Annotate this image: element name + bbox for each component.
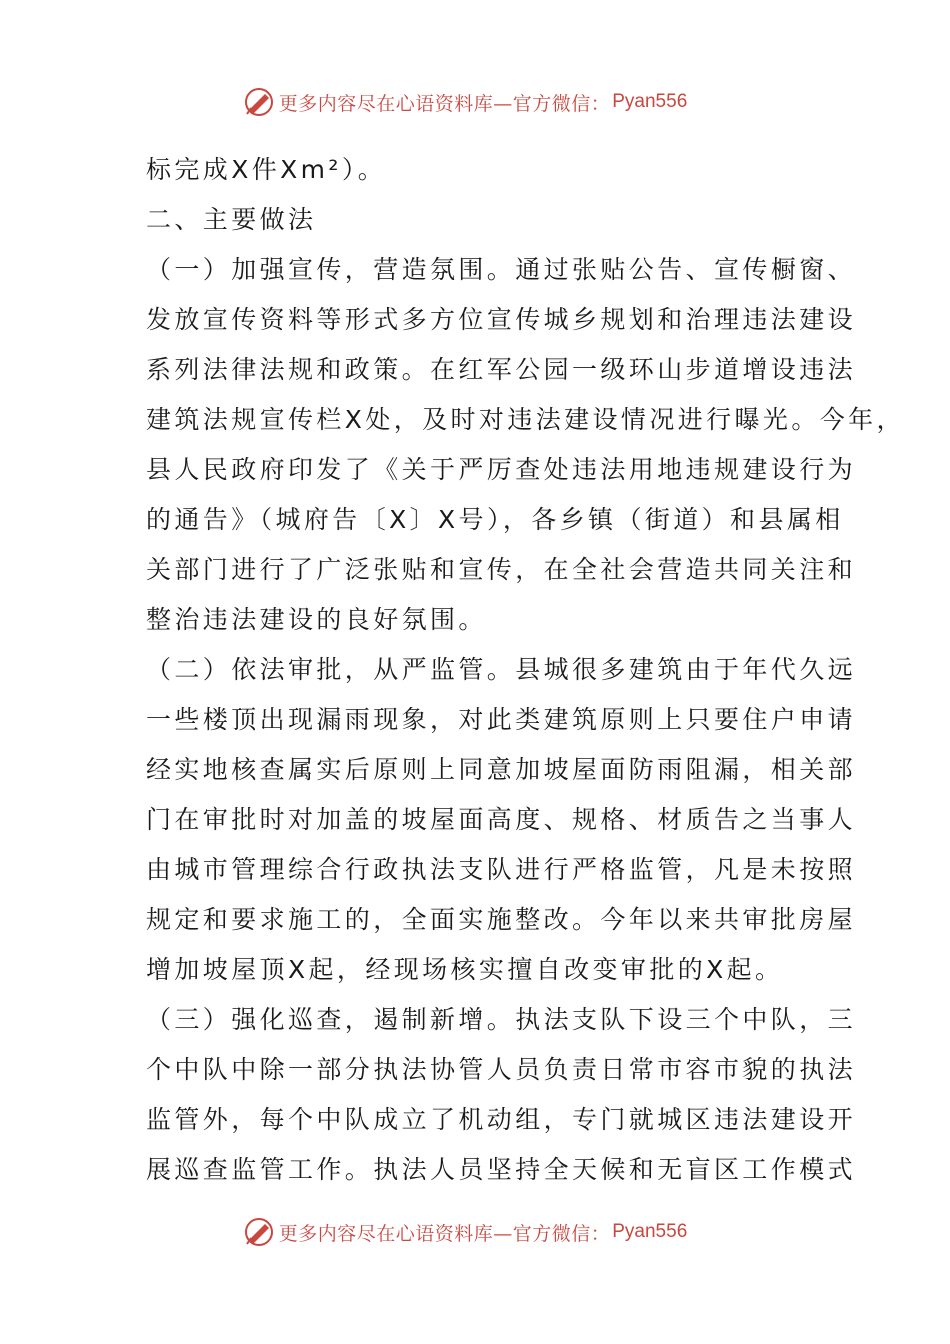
text-line: 县人民政府印发了《关于严厉查处违法用地违规建设行为 [146, 455, 857, 484]
text-line: 关部门进行了广泛张贴和宣传，在全社会营造共同关注和 [146, 555, 857, 584]
text-line: 的通告》（城府告〔X〕X号），各乡镇（街道）和县属相 [146, 505, 844, 534]
text-line: 标完成X件Xm²）。 [146, 155, 387, 184]
text-line: 一些楼顶出现漏雨现象，对此类建筑原则上只要住户申请 [146, 705, 857, 734]
text-line: 个中队中除一部分执法协管人员负责日常市容市貌的执法 [146, 1055, 857, 1084]
text-line: 发放宣传资料等形式多方位宣传城乡规划和治理违法建设 [146, 305, 857, 334]
text-line: 展巡查监管工作。执法人员坚持全天候和无盲区工作模式 [146, 1155, 857, 1184]
text-line: 整治违法建设的良好氛围。 [146, 605, 487, 634]
text-line: 增加坡屋顶X起，经现场核实擅自改变审批的X起。 [146, 955, 784, 984]
watermark-id: Pyan556 [612, 1221, 688, 1242]
section-heading: 二、主要做法 [146, 205, 317, 234]
watermark-text: 更多内容尽在心语资料库—官方微信： [278, 1222, 611, 1245]
text-line: 由城市管理综合行政执法支队进行严格监管，凡是未按照 [146, 855, 857, 884]
text-line: 建筑法规宣传栏X处，及时对违法建设情况进行曝光。今年， [146, 405, 905, 434]
pen-circle-logo-icon [243, 1216, 275, 1248]
watermark-text: 更多内容尽在心语资料库—官方微信： [278, 92, 611, 115]
text-line: 系列法律法规和政策。在红军公园一级环山步道增设违法 [146, 355, 857, 384]
footer-watermark [0, 1214, 950, 1250]
watermark-id: Pyan556 [612, 91, 688, 112]
pen-circle-logo-icon [243, 86, 275, 118]
text-line: （二）依法审批，从严监管。县城很多建筑由于年代久远 [146, 655, 857, 684]
text-line: （一）加强宣传，营造氛围。通过张贴公告、宣传橱窗、 [146, 255, 857, 284]
text-line: （三）强化巡查，遏制新增。执法支队下设三个中队，三 [146, 1005, 857, 1034]
header-watermark [0, 84, 950, 120]
text-line: 门在审批时对加盖的坡屋面高度、规格、材质告之当事人 [146, 805, 857, 834]
text-line: 经实地核查属实后原则上同意加坡屋面防雨阻漏，相关部 [146, 755, 857, 784]
text-line: 监管外，每个中队成立了机动组，专门就城区违法建设开 [146, 1105, 857, 1134]
text-line: 规定和要求施工的，全面实施整改。今年以来共审批房屋 [146, 905, 857, 934]
